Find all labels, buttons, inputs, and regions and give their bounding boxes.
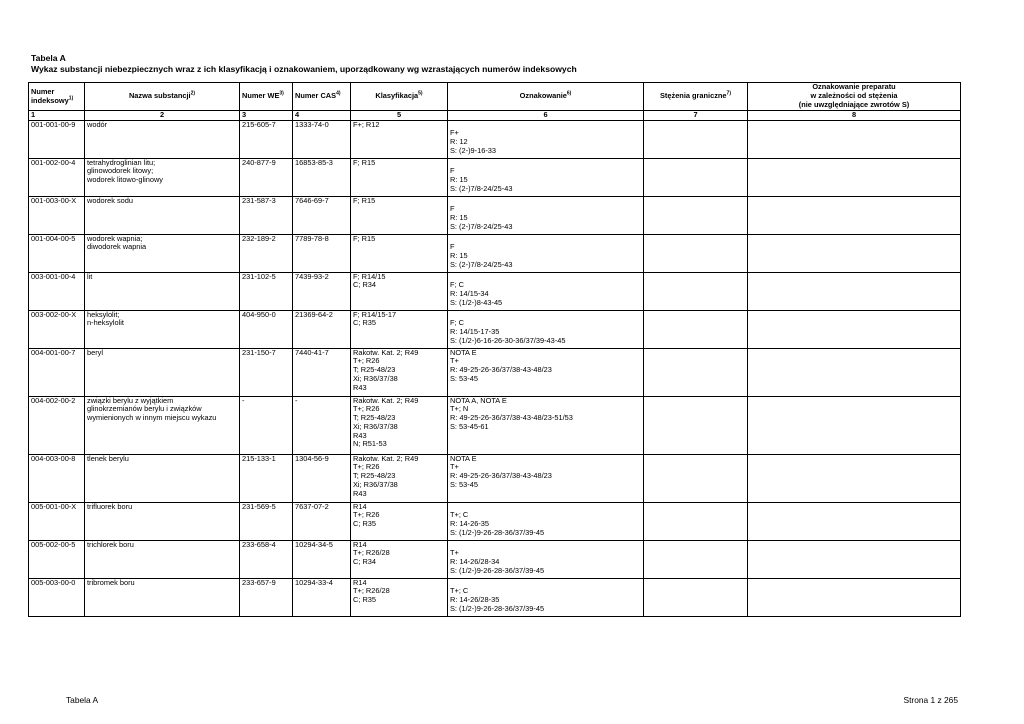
cell-classification-line: Rakotw. Kat. 2; R49 <box>353 396 419 405</box>
cell-index-number: 001-003-00-X <box>29 196 85 234</box>
cell-classification-line: Xi; R36/37/38 <box>353 479 398 489</box>
cell-labelling-line: S: (2-)7/8-24/25-43 <box>450 183 513 193</box>
cell-labelling <box>448 234 644 272</box>
cell-preparation-labelling <box>748 120 961 158</box>
cell-labelling-line: R: 15 <box>450 213 468 223</box>
cell-labelling-line: R: 14-26-35 <box>450 519 490 529</box>
cell-labelling-line: T+ <box>450 356 459 366</box>
cell-labelling-line: F <box>450 166 455 176</box>
table-row <box>29 454 961 502</box>
column-number: 3 <box>240 111 293 121</box>
cell-labelling-line: R: 49-25-26-36/37/38-43-48/23-51/53 <box>450 413 573 423</box>
cell-classification <box>351 540 448 578</box>
cell-substance-name-line: glinokrzemianów berylu i związków <box>87 404 202 414</box>
cell-cas-number: 7646-69-7 <box>293 196 351 234</box>
cell-substance-name <box>85 454 240 502</box>
cell-cas-number: 10294-33-4 <box>293 578 351 616</box>
table-row <box>29 158 961 196</box>
cell-classification-line: Xi; R36/37/38 <box>353 373 398 383</box>
column-number: 2 <box>85 111 240 121</box>
cell-substance-name-line: n-heksylolit <box>87 318 124 328</box>
table-row <box>29 578 961 616</box>
cell-labelling-line: NOTA A, NOTA E <box>450 396 507 405</box>
cell-preparation-labelling <box>748 540 961 578</box>
cell-preparation-labelling <box>748 396 961 454</box>
cell-substance-name-line: związki berylu z wyjątkiem <box>87 396 174 405</box>
cell-labelling-line <box>450 159 641 168</box>
cell-cas-number: 16853-85-3 <box>293 158 351 196</box>
cell-concentration-limits <box>644 396 748 454</box>
cell-substance-name <box>85 120 240 158</box>
cell-concentration-limits <box>644 196 748 234</box>
cell-classification <box>351 158 448 196</box>
document-subtitle: Wykaz substancji niebezpiecznych wraz z ich klasyfikacją i oznakowaniem, uporządkowany wg wzrastających numerów indeksowych <box>31 64 577 74</box>
cell-classification-line: C; R34 <box>353 557 377 567</box>
cell-classification-line: T+; R26 <box>353 510 380 520</box>
cell-concentration-limits <box>644 348 748 396</box>
cell-we-number: 215-605-7 <box>240 120 293 158</box>
cell-labelling <box>448 578 644 616</box>
table-body <box>29 120 961 616</box>
cell-classification-line: R43 <box>353 430 367 440</box>
cell-classification-line: R14 <box>353 578 367 587</box>
header-oznakowanie: Oznakowanie$^{6)}$ <box>448 83 644 111</box>
cell-preparation-labelling <box>748 234 961 272</box>
cell-labelling <box>448 396 644 454</box>
cell-labelling-line: S: (1/2-)9-26-28-36/37/39-45 <box>450 565 545 575</box>
cell-concentration-limits <box>644 158 748 196</box>
cell-preparation-labelling <box>748 348 961 396</box>
table-row <box>29 310 961 348</box>
cell-classification <box>351 272 448 310</box>
cell-we-number: 231-587-3 <box>240 196 293 234</box>
cell-substance-name-line: trifluorek boru <box>87 502 133 511</box>
cell-substance-name <box>85 396 240 454</box>
cell-labelling-line <box>450 579 641 588</box>
cell-labelling-line <box>450 541 641 550</box>
cell-cas-number: - <box>293 396 351 454</box>
table-row <box>29 272 961 310</box>
cell-classification-line: F; R14/15 <box>353 272 386 281</box>
column-number: 5 <box>351 111 448 121</box>
cell-labelling-line: R: 15 <box>450 175 468 185</box>
cell-labelling-line: S: (1/2-)6-16-26-30-36/37/39-43-45 <box>450 335 566 345</box>
cell-index-number: 004-003-00-8 <box>29 454 85 502</box>
cell-labelling-line: S: (1/2-)9-26-28-36/37/39-45 <box>450 527 545 537</box>
cell-substance-name <box>85 578 240 616</box>
cell-substance-name-line: wodorek sodu <box>87 196 134 205</box>
cell-labelling-line: R: 14/15-17-35 <box>450 327 500 337</box>
cell-classification-line: T+; R26 <box>353 356 380 366</box>
cell-labelling <box>448 310 644 348</box>
cell-labelling-line: S: (2-)7/8-24/25-43 <box>450 259 513 269</box>
cell-concentration-limits <box>644 234 748 272</box>
column-number: 8 <box>748 111 961 121</box>
column-number-row <box>29 111 961 121</box>
cell-classification-line: F; R15 <box>353 158 376 167</box>
header-oznakowanie-preparatu: Oznakowanie preparatu w zależności od stężenia (nie uwzględniające zwrotów S) <box>748 83 961 111</box>
table-row <box>29 196 961 234</box>
cell-labelling-line: R: 15 <box>450 251 468 261</box>
cell-labelling-line: S: 53-45-61 <box>450 421 489 431</box>
cell-concentration-limits <box>644 454 748 502</box>
cell-labelling-line: T+; N <box>450 404 469 414</box>
cell-labelling-line: S: 53-45 <box>450 479 478 489</box>
cell-classification-line: T; R25-48/23 <box>353 471 396 481</box>
table-row <box>29 348 961 396</box>
cell-classification-line: C; R35 <box>353 519 377 529</box>
header-numer-we: Numer WE$^{3)}$ <box>240 83 293 111</box>
table-row <box>29 502 961 540</box>
cell-labelling-line: F; C <box>450 318 464 328</box>
cell-classification-line: F+; R12 <box>353 120 380 129</box>
cell-classification-line: F; R15 <box>353 196 376 205</box>
cell-cas-number: 10294-34-5 <box>293 540 351 578</box>
cell-labelling-line: S: 53-45 <box>450 373 478 383</box>
cell-classification-line: R14 <box>353 502 367 511</box>
cell-we-number: 233-658-4 <box>240 540 293 578</box>
table-row <box>29 234 961 272</box>
cell-cas-number: 1304-56-9 <box>293 454 351 502</box>
cell-labelling-line <box>450 235 641 244</box>
cell-classification-line: Rakotw. Kat. 2; R49 <box>353 454 419 463</box>
column-number: 7 <box>644 111 748 121</box>
cell-preparation-labelling <box>748 578 961 616</box>
cell-labelling <box>448 540 644 578</box>
cell-classification <box>351 348 448 396</box>
cell-concentration-limits <box>644 272 748 310</box>
table-header-row <box>29 83 961 111</box>
cell-classification-line: R43 <box>353 382 367 392</box>
cell-substance-name <box>85 158 240 196</box>
cell-substance-name-line: wodorek litowo-glinowy <box>87 175 163 185</box>
cell-labelling-line: S: (2-)9-16-33 <box>450 145 497 155</box>
cell-index-number: 004-002-00-2 <box>29 396 85 454</box>
cell-we-number: 215-133-1 <box>240 454 293 502</box>
header-numer-cas: Numer CAS$^{4)}$ <box>293 83 351 111</box>
cell-index-number: 003-001-00-4 <box>29 272 85 310</box>
cell-preparation-labelling <box>748 454 961 502</box>
cell-classification-line: F; R14/15-17 <box>353 310 397 319</box>
cell-substance-name <box>85 348 240 396</box>
cell-labelling-line: R: 49-25-26-36/37/38-43-48/23 <box>450 471 552 481</box>
cell-classification-line: T; R25-48/23 <box>353 413 396 423</box>
cell-labelling-line: S: (2-)7/8-24/25-43 <box>450 221 513 231</box>
cell-substance-name <box>85 234 240 272</box>
cell-we-number: 233-657-9 <box>240 578 293 616</box>
document-title: Tabela A <box>31 53 66 63</box>
cell-classification-line: T+; R26 <box>353 462 380 472</box>
cell-cas-number: 7789-78-8 <box>293 234 351 272</box>
column-number: 1 <box>29 111 85 121</box>
cell-substance-name-line: tribromek boru <box>87 578 135 587</box>
header-nazwa-substancji: Nazwa substancji$^{2)}$ <box>85 83 240 111</box>
header-klasyfikacja: Klasyfikacja$^{5)}$ <box>351 83 448 111</box>
cell-labelling-line: NOTA E <box>450 348 477 357</box>
cell-substance-name-line: tlenek berylu <box>87 454 129 463</box>
cell-concentration-limits <box>644 578 748 616</box>
cell-preparation-labelling <box>748 272 961 310</box>
cell-classification-line: C; R35 <box>353 318 377 328</box>
cell-labelling-line: T+; C <box>450 586 469 596</box>
cell-labelling-line <box>450 273 641 282</box>
cell-substance-name-line: trichlorek boru <box>87 540 134 549</box>
cell-substance-name-line: beryl <box>87 348 104 357</box>
cell-index-number: 005-003-00-0 <box>29 578 85 616</box>
column-number: 6 <box>448 111 644 121</box>
cell-substance-name-line: lit <box>87 272 93 281</box>
cell-substance-name-line: heksylolit; <box>87 310 120 319</box>
cell-substance-name-line: glinowodorek litowy; <box>87 166 154 176</box>
cell-index-number: 005-002-00-5 <box>29 540 85 578</box>
cell-concentration-limits <box>644 310 748 348</box>
cell-labelling-line: T+ <box>450 462 459 472</box>
cell-substance-name <box>85 196 240 234</box>
footer-table-label: Tabela A <box>66 695 99 705</box>
cell-labelling-line <box>450 311 641 320</box>
cell-labelling-line: T+ <box>450 548 459 558</box>
cell-cas-number: 1333-74-0 <box>293 120 351 158</box>
document-title-block <box>31 53 577 75</box>
cell-labelling-line: R: 14-26/28-34 <box>450 557 500 567</box>
cell-labelling-line: F <box>450 242 455 252</box>
cell-classification-line: Xi; R36/37/38 <box>353 421 398 431</box>
cell-labelling-line: F <box>450 204 455 214</box>
cell-index-number: 003-002-00-X <box>29 310 85 348</box>
cell-we-number: 231-102-5 <box>240 272 293 310</box>
cell-substance-name-line: diwodorek wapnia <box>87 242 147 252</box>
cell-substance-name-line: wymienionych w innym miejscu wykazu <box>87 413 217 423</box>
cell-we-number: 232-189-2 <box>240 234 293 272</box>
cell-labelling-line: R: 14-26/28-35 <box>450 595 500 605</box>
cell-classification-line: C; R34 <box>353 280 377 290</box>
cell-index-number: 004-001-00-7 <box>29 348 85 396</box>
cell-labelling <box>448 272 644 310</box>
cell-labelling-line: S: (1/2-)9-26-28-36/37/39-45 <box>450 603 545 613</box>
cell-preparation-labelling <box>748 502 961 540</box>
cell-labelling-line: R: 14/15-34 <box>450 289 489 299</box>
cell-classification <box>351 502 448 540</box>
cell-index-number: 001-002-00-4 <box>29 158 85 196</box>
cell-concentration-limits <box>644 120 748 158</box>
cell-labelling <box>448 196 644 234</box>
cell-classification-line: T+; R26/28 <box>353 586 390 596</box>
header-numer-indeksowy: Numer indeksowy$^{1)}$ <box>29 83 85 111</box>
cell-classification-line: N; R51-53 <box>353 439 387 449</box>
footer-page-number: Strona 1 z 265 <box>903 695 958 705</box>
cell-labelling-line: F; C <box>450 280 464 290</box>
table-row <box>29 540 961 578</box>
cell-we-number: 231-150-7 <box>240 348 293 396</box>
cell-labelling-line: T+; C <box>450 510 469 520</box>
cell-labelling <box>448 120 644 158</box>
cell-substance-name-line: wodorek wapnia; <box>87 234 143 243</box>
column-number: 4 <box>293 111 351 121</box>
cell-we-number: 240-877-9 <box>240 158 293 196</box>
cell-classification-line: R43 <box>353 488 367 498</box>
cell-preparation-labelling <box>748 158 961 196</box>
table-row <box>29 120 961 158</box>
cell-labelling-line: NOTA E <box>450 454 477 463</box>
cell-classification <box>351 234 448 272</box>
cell-labelling-line: F+ <box>450 128 459 138</box>
cell-we-number: - <box>240 396 293 454</box>
cell-substance-name <box>85 502 240 540</box>
table-row <box>29 396 961 454</box>
cell-classification-line: T+; R26 <box>353 404 380 414</box>
cell-cas-number: 7637-07-2 <box>293 502 351 540</box>
cell-labelling-line <box>450 121 641 130</box>
cell-index-number: 001-004-00-5 <box>29 234 85 272</box>
cell-classification <box>351 396 448 454</box>
substances-table <box>28 82 961 617</box>
cell-classification-line: Rakotw. Kat. 2; R49 <box>353 348 419 357</box>
cell-classification-line: C; R35 <box>353 595 377 605</box>
cell-preparation-labelling <box>748 196 961 234</box>
cell-labelling <box>448 454 644 502</box>
cell-we-number: 231-569-5 <box>240 502 293 540</box>
cell-labelling-line <box>450 503 641 512</box>
cell-substance-name-line: wodór <box>87 120 108 129</box>
cell-classification-line: T; R25-48/23 <box>353 365 396 375</box>
cell-classification <box>351 578 448 616</box>
cell-substance-name <box>85 540 240 578</box>
cell-classification-line: F; R15 <box>353 234 376 243</box>
header-stezenia-graniczne: Stężenia graniczne$^{7)}$ <box>644 83 748 111</box>
cell-labelling <box>448 348 644 396</box>
cell-labelling <box>448 502 644 540</box>
cell-labelling-line <box>450 197 641 206</box>
cell-substance-name <box>85 272 240 310</box>
cell-preparation-labelling <box>748 310 961 348</box>
cell-classification-line: R14 <box>353 540 367 549</box>
cell-classification <box>351 120 448 158</box>
cell-classification <box>351 196 448 234</box>
cell-substance-name <box>85 310 240 348</box>
cell-cas-number: 21369-64-2 <box>293 310 351 348</box>
cell-labelling <box>448 158 644 196</box>
cell-classification <box>351 310 448 348</box>
cell-classification <box>351 454 448 502</box>
cell-we-number: 404-950-0 <box>240 310 293 348</box>
cell-labelling-line: S: (1/2-)8-43-45 <box>450 297 503 307</box>
cell-index-number: 005-001-00-X <box>29 502 85 540</box>
cell-concentration-limits <box>644 502 748 540</box>
cell-classification-line: T+; R26/28 <box>353 548 390 558</box>
cell-concentration-limits <box>644 540 748 578</box>
cell-substance-name-line: tetrahydroglinian litu; <box>87 158 156 167</box>
cell-cas-number: 7440-41-7 <box>293 348 351 396</box>
cell-cas-number: 7439-93-2 <box>293 272 351 310</box>
cell-labelling-line: R: 12 <box>450 137 468 147</box>
cell-index-number: 001-001-00-9 <box>29 120 85 158</box>
cell-labelling-line: R: 49-25-26-36/37/38-43-48/23 <box>450 365 552 375</box>
